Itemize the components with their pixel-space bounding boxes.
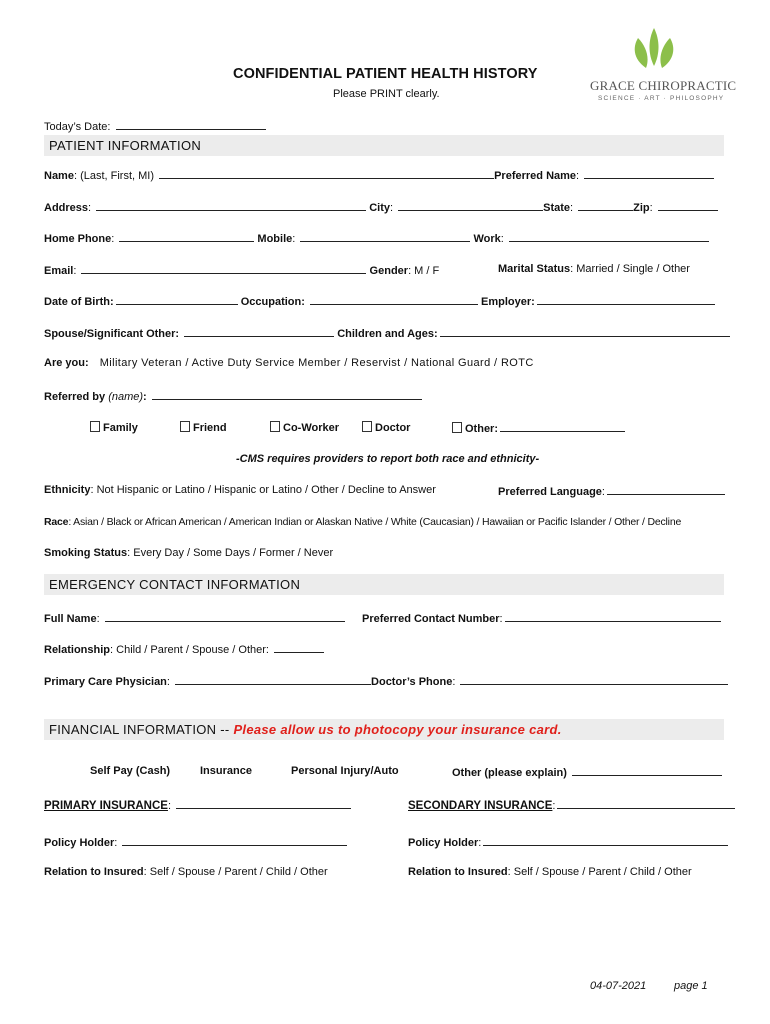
name-hint: : (Last, First, MI) [73,170,155,182]
payment-option-other-label: Other (please explain) [452,767,567,779]
gender-label: Gender [369,265,409,277]
referral-other-field[interactable] [500,421,625,432]
dob-row [44,294,715,308]
full-name-field[interactable] [105,611,345,622]
checkbox-icon[interactable] [90,421,100,432]
secondary-policy-holder-field[interactable] [483,835,728,846]
patient-section-heading: PATIENT INFORMATION [44,135,724,156]
footer-date: 04-07-2021 [590,980,647,992]
page-subtitle: Please PRINT clearly. [333,88,440,100]
payment-other-field[interactable] [572,765,722,776]
marital-row [498,263,690,275]
primary-relation-options[interactable]: : Self / Spouse / Parent / Child / Other [143,866,328,878]
primary-relation-row [44,866,328,878]
city-label: City [369,202,390,214]
secondary-insurance-label: SECONDARY INSURANCE [408,800,553,812]
payment-option-insurance[interactable]: Insurance [200,765,252,777]
referral-option-friend[interactable] [180,421,227,434]
children-field[interactable] [440,326,730,337]
secondary-relation-label: Relation to Insured [408,866,508,878]
referral-option-doctor[interactable] [362,421,410,434]
spouse-row [44,326,730,340]
referral-label: Doctor [375,422,411,434]
race-options[interactable]: : Asian / Black or African American / American Indian or Alaskan Native / White (Caucasian) / Hawaiian or Pacific Islander / Other / Decline [68,516,682,528]
race-label: Race [44,516,69,528]
city-field[interactable] [398,200,543,211]
mobile-field[interactable] [300,231,470,242]
todays-date-row [44,119,266,133]
smoking-options[interactable]: : Every Day / Some Days / Former / Never [127,547,334,559]
home-phone-field[interactable] [119,231,254,242]
contact-number-field[interactable] [505,611,721,622]
doctor-phone-field[interactable] [460,674,728,685]
secondary-insurance-row: SECONDARY INSURANCE: [408,798,735,812]
footer-page: page 1 [674,980,708,992]
name-field[interactable] [159,168,494,179]
referral-label: Family [103,422,138,434]
referral-option-coworker[interactable] [270,421,339,434]
emergency-section-heading: EMERGENCY CONTACT INFORMATION [44,574,724,595]
marital-options[interactable]: : Married / Single / Other [570,263,690,275]
secondary-relation-options[interactable]: : Self / Spouse / Parent / Child / Other [507,866,692,878]
page-title: CONFIDENTIAL PATIENT HEALTH HISTORY [233,66,538,82]
spouse-label: Spouse/Significant Other: [44,328,180,340]
referral-option-other[interactable] [452,421,625,435]
referral-option-family[interactable] [90,421,138,434]
referred-label: Referred by [44,391,106,403]
phone-row: Home Phone: Mobile: Work: [44,231,709,245]
work-field[interactable] [509,231,709,242]
ethnicity-row [44,484,436,496]
dob-field[interactable] [116,294,238,305]
leaf-icon [588,26,738,72]
primary-insurance-label: PRIMARY INSURANCE [44,800,168,812]
primary-policy-holder-field[interactable] [122,835,347,846]
relationship-label: Relationship [44,644,111,656]
are-you-row [44,357,534,369]
primary-policy-holder-row: Policy Holder: [44,835,347,849]
referral-label: Other: [465,423,498,435]
referral-label: Co-Worker [283,422,340,434]
primary-insurance-field[interactable] [176,798,351,809]
zip-label: Zip [633,202,650,214]
financial-heading-note: Please allow us to photocopy your insurance card. [233,722,562,737]
race-row [44,516,681,528]
occupation-field[interactable] [310,294,478,305]
financial-section-heading [44,719,724,740]
logo-tagline: SCIENCE · ART · PHILOSOPHY [598,95,725,102]
ethnicity-label: Ethnicity [44,484,91,496]
are-you-options[interactable]: Military Veteran / Active Duty Service Member / Reservist / National Guard / ROTC [99,357,534,369]
secondary-policy-holder-row: Policy Holder: [408,835,728,849]
referred-row [44,389,422,403]
logo [588,26,738,106]
referred-field[interactable] [152,389,422,400]
mobile-label: Mobile [257,233,293,245]
relationship-other-field[interactable] [274,642,324,653]
home-phone-label: Home Phone [44,233,112,245]
checkbox-icon[interactable] [362,421,372,432]
checkbox-icon[interactable] [270,421,280,432]
physician-field[interactable] [175,674,371,685]
full-name-label: Full Name [44,613,97,625]
spouse-field[interactable] [184,326,334,337]
preferred-name-label: Preferred Name [494,170,577,182]
language-row: Preferred Language: [498,484,725,498]
physician-row: Primary Care Physician: Doctor’s Phone: [44,674,728,688]
language-field[interactable] [607,484,725,495]
dob-label: Date of Birth: [44,296,114,308]
payment-option-other[interactable] [452,765,722,779]
children-label: Children and Ages: [337,328,438,340]
payment-option-personal-injury[interactable]: Personal Injury/Auto [291,765,399,777]
physician-label: Primary Care Physician [44,676,167,688]
secondary-policy-holder-label: Policy Holder [408,837,479,849]
referral-label: Friend [193,422,227,434]
logo-name: GRACE CHIROPRACTIC [590,78,737,93]
payment-option-self-pay[interactable]: Self Pay (Cash) [90,765,171,777]
smoking-label: Smoking Status [44,547,128,559]
contact-number-label: Preferred Contact Number [362,613,500,625]
are-you-label: Are you: [44,357,89,369]
checkbox-icon[interactable] [452,422,462,433]
address-row: Address: City: State: Zip: [44,200,718,214]
contact-number-row: Preferred Contact Number: [362,611,721,625]
zip-field[interactable] [658,200,718,211]
address-label: Address [44,202,89,214]
employer-field[interactable] [537,294,715,305]
full-name-row: Full Name: [44,611,345,625]
checkbox-icon[interactable] [180,421,190,432]
occupation-label: Occupation: [240,296,305,308]
language-label: Preferred Language [498,486,602,498]
name-row: Name: (Last, First, MI) Preferred Name: [44,168,714,182]
email-label: Email [44,265,74,277]
primary-policy-holder-label: Policy Holder [44,837,115,849]
referred-hint: (name) [108,391,144,403]
doctor-phone-label: Doctor’s Phone [371,676,453,688]
gender-options[interactable]: : M / F [408,265,440,277]
marital-label: Marital Status [498,263,571,275]
primary-insurance-row: PRIMARY INSURANCE: [44,798,351,812]
secondary-relation-row [408,866,692,878]
ethnicity-options[interactable]: : Not Hispanic or Latino / Hispanic or Latino / Other / Decline to Answer [90,484,436,496]
address-field[interactable] [96,200,366,211]
preferred-name-field[interactable] [584,168,714,179]
work-label: Work [473,233,501,245]
state-label: State [543,202,571,214]
email-row: Email: Gender: M / F [44,265,440,277]
state-field[interactable] [578,200,633,211]
employer-label: Employer: [481,296,535,308]
primary-relation-label: Relation to Insured [44,866,144,878]
secondary-insurance-field[interactable] [557,798,735,809]
smoking-row [44,547,333,559]
financial-heading: FINANCIAL INFORMATION -- [49,722,230,737]
relationship-row [44,642,324,656]
relationship-options[interactable]: : Child / Parent / Spouse / Other: [110,644,269,656]
email-field[interactable] [81,263,366,274]
todays-date-field[interactable] [116,119,266,130]
todays-date-label: Today’s Date: [44,121,111,133]
cms-note: -CMS requires providers to report both race and ethnicity- [236,453,540,465]
name-label: Name [44,170,74,182]
referred-colon: : [143,391,147,403]
